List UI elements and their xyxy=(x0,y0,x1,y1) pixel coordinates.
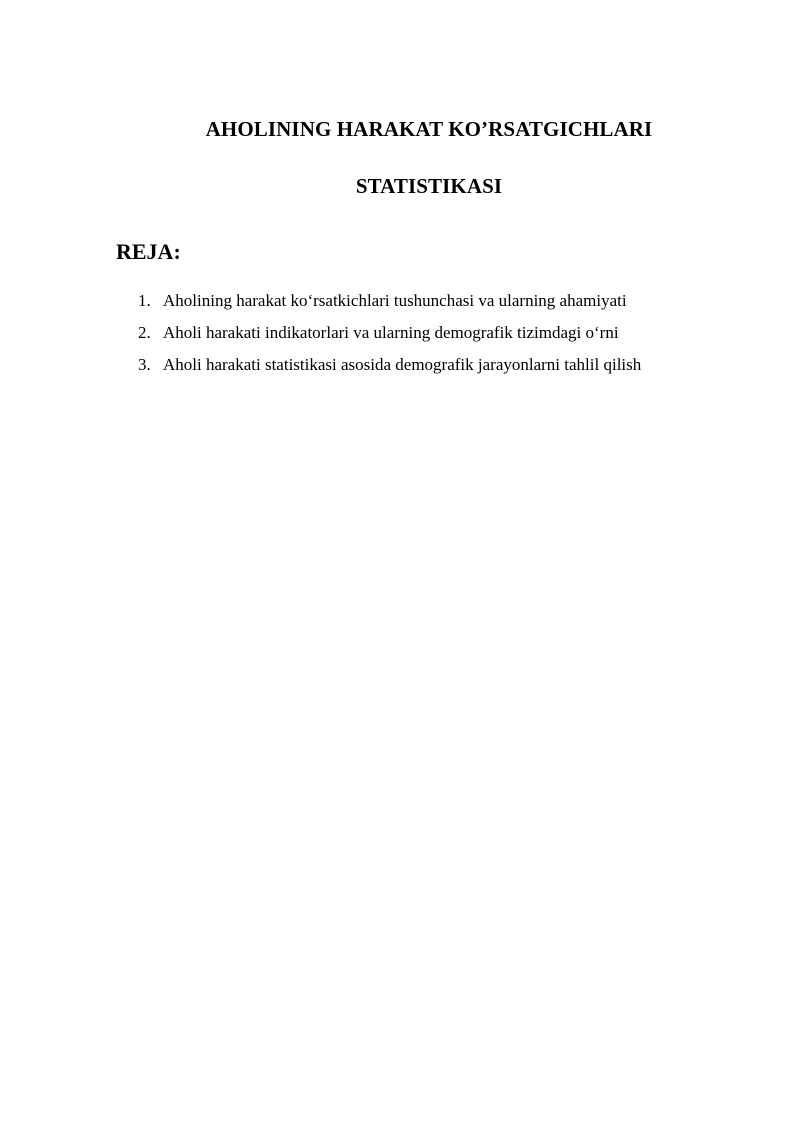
plan-item-1 xyxy=(138,289,641,321)
document-title-line-1: AHOLINING HARAKAT KO’RSATGICHLARI xyxy=(205,117,653,141)
plan-item-text: Aholi harakati statistikasi asosida demografik jarayonlarni tahlil qilish xyxy=(163,355,642,374)
plan-item-text: Aholi harakati indikatorlari va ularning demografik tizimdagi o‘rni xyxy=(163,323,619,342)
plan-item-text: Aholining harakat ko‘rsatkichlari tushunchasi va ularning ahamiyati xyxy=(163,291,627,310)
plan-item-2 xyxy=(138,321,641,353)
document-title-line-2: STATISTIKASI xyxy=(355,174,503,198)
plan-item-number: 2. xyxy=(138,323,151,342)
plan-item-number: 1. xyxy=(138,291,151,310)
plan-heading: REJA: xyxy=(116,239,181,264)
plan-list xyxy=(138,289,641,385)
plan-item-number: 3. xyxy=(138,355,151,374)
plan-item-3 xyxy=(138,353,641,385)
